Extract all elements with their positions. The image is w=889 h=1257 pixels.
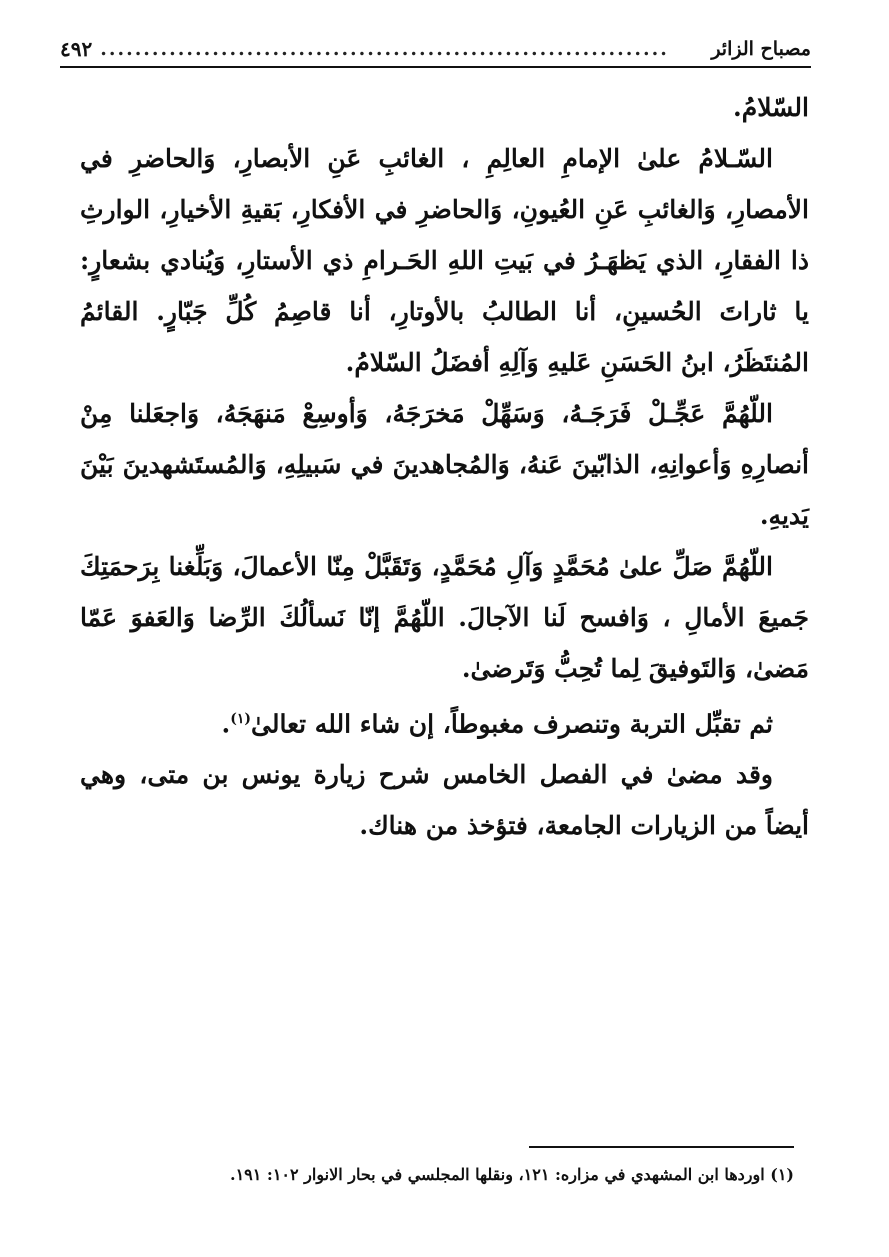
footnote-reference[interactable]: (١) bbox=[230, 711, 251, 727]
running-header bbox=[60, 32, 811, 68]
footnote: (١) اوردها ابن المشهدي في مزاره: ١٢١، ونقلها المجلسي في بحار الانوار ١٠٢: ١٩١. bbox=[229, 1165, 794, 1184]
book-title: مصباح الزائر bbox=[711, 38, 811, 60]
leader-dots: .................................................................. bbox=[100, 38, 669, 60]
paragraph-text: ثم تقبِّل التربة وتنصرف مغبوطاً، إن شاء الله تعالىٰ bbox=[251, 709, 773, 739]
paragraph: السّـلامُ علىٰ الإمامِ العالِمِ ، الغائبِ عَنِ الأبصارِ، وَالحاضرِ في الأمصارِ، وَالغائبِ عَنِ العُيونِ، وَالحاضرِ في الأفكارِ، بَقيةِ الأخيارِ، الوارثِ ذا الفقارِ، الذي يَظهَـرُ في بَيتِ اللهِ الحَـرامِ ذي الأستارِ، وَيُنادي بشعارٍ: يا ثاراتَ الحُسينِ، أنا الطالبُ بالأوتارِ، أنا قاصِمُ كُلِّ جَبّارٍ. القائمُ المُنتَظَرُ، ابنُ الحَسَنِ عَليهِ وَآلِهِ أفضَلُ السّلامُ. bbox=[80, 144, 809, 377]
paragraph-with-footnote bbox=[80, 694, 809, 749]
paragraph: اللّهُمَّ عَجِّـلْ فَرَجَـهُ، وَسَهِّلْ مَخرَجَهُ، وَأوسِعْ مَنهَجَهُ، وَاجعَلنا مِنْ أنصارِهِ وَأعوانِهِ، الذابّينَ عَنهُ، وَالمُجاهدينَ في سَبيلِهِ، وَالمُستَشهدينَ بَيْنَ يَديهِ. bbox=[80, 399, 809, 530]
paragraph: وقد مضىٰ في الفصل الخامس شرح زيارة يونس بن متى، وهي أيضاً من الزيارات الجامعة، فتؤخذ من هناك. bbox=[80, 760, 809, 841]
page-number: ٤٩٢ bbox=[60, 37, 93, 61]
sentence-end: . bbox=[221, 709, 231, 739]
footnote-separator bbox=[529, 1146, 794, 1148]
paragraph: اللّهُمَّ صَلِّ علىٰ مُحَمَّدٍ وَآلِ مُحَمَّدٍ، وَتَقَبَّلْ مِنّا الأعمالَ، وَبَلِّغنا بِرَحمَتِكَ جَميعَ الأمالِ ، وَافسح لَنا الآجالَ. اللّهُمَّ إنّا نَسألُكَ الرِّضا وَالعَفوَ عَمّا مَضىٰ، وَالتَوفيقَ لِما تُحِبُّ وَتَرضىٰ. bbox=[80, 552, 809, 683]
main-text bbox=[80, 82, 809, 851]
paragraph: السّلامُ. bbox=[733, 93, 809, 122]
